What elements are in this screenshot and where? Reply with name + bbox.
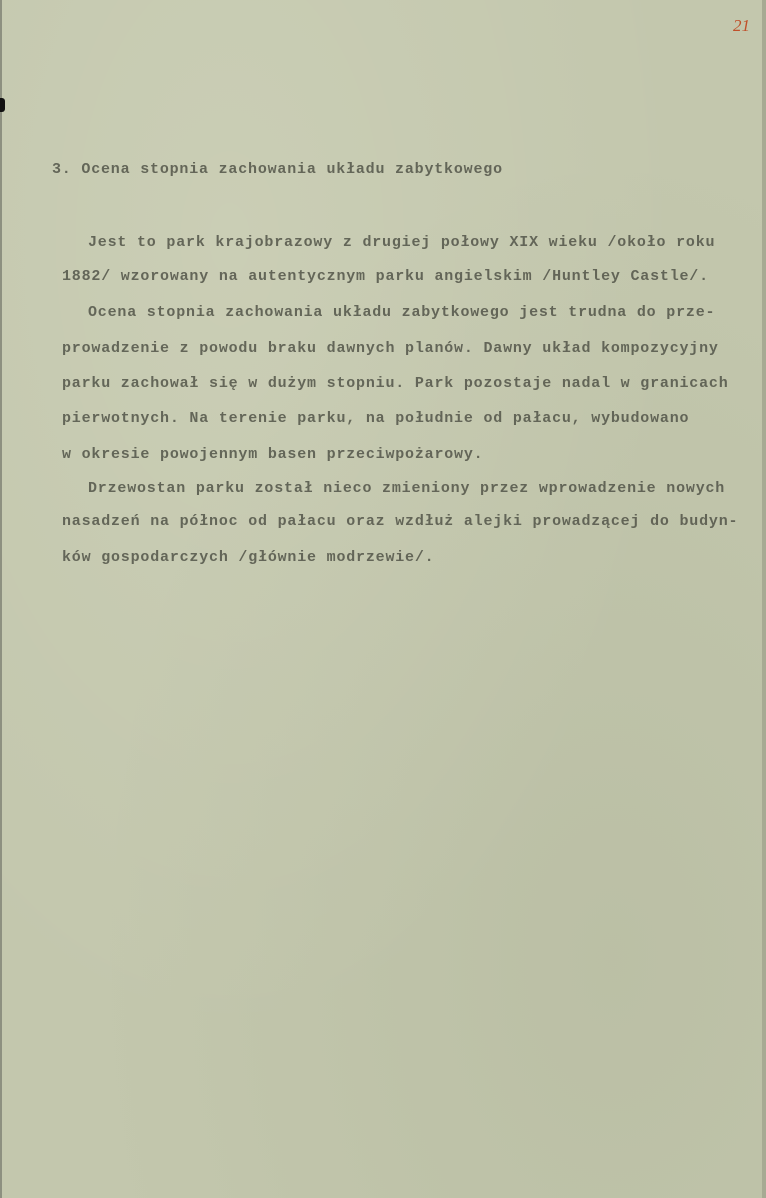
text-line: prowadzenie z powodu braku dawnych planów. Dawny układ kompozycyjny — [62, 340, 719, 357]
binding-mark — [0, 98, 5, 112]
section-heading: 3. Ocena stopnia zachowania układu zabytkowego — [52, 161, 503, 178]
text-line: w okresie powojennym basen przeciwpożarowy. — [62, 446, 484, 463]
text-line: nasadzeń na północ od pałacu oraz wzdłuż alejki prowadzącej do budyn- — [62, 513, 739, 530]
text-line: Drzewostan parku został nieco zmieniony przez wprowadzenie nowych — [88, 480, 726, 497]
page-edge-right — [762, 0, 766, 1198]
text-line: parku zachował się w dużym stopniu. Park pozostaje nadal w granicach — [62, 375, 729, 392]
text-line: Ocena stopnia zachowania układu zabytkowego jest trudna do prze- — [88, 304, 716, 321]
text-line: 1882/ wzorowany na autentycznym parku angielskim /Huntley Castle/. — [62, 268, 709, 285]
page-edge — [0, 0, 2, 1198]
text-line: ków gospodarczych /głównie modrzewie/. — [62, 549, 435, 566]
page-number: 21 — [733, 16, 750, 35]
text-line: Jest to park krajobrazowy z drugiej połowy XIX wieku /około roku — [88, 234, 716, 251]
text-line: pierwotnych. Na terenie parku, na południe od pałacu, wybudowano — [62, 410, 690, 427]
